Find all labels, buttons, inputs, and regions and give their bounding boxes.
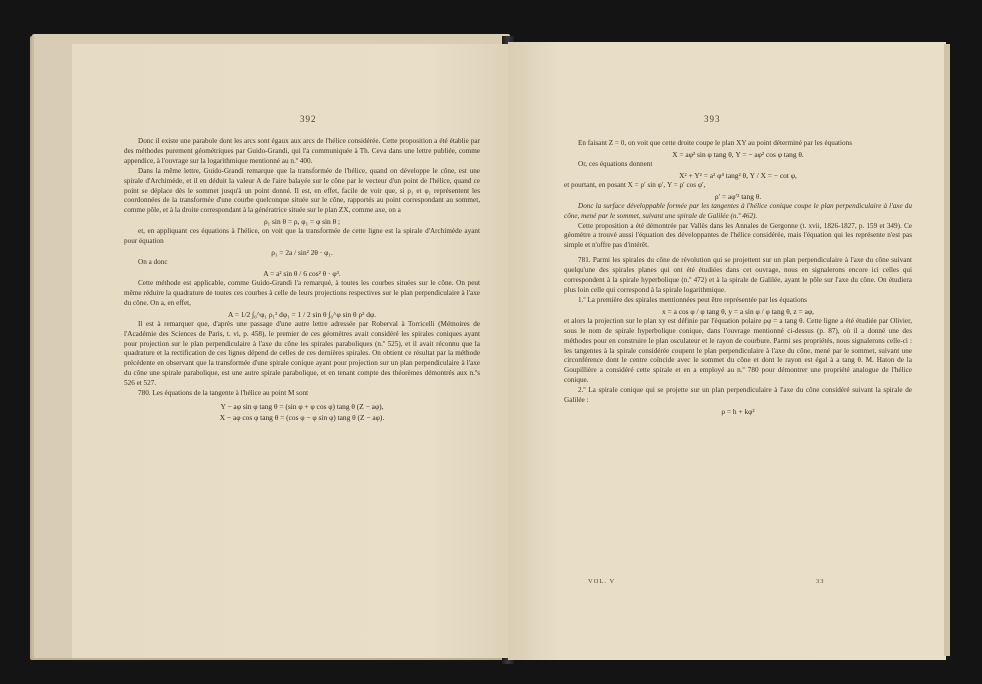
paragraph: Il est à remarquer que, d'après une passage d'une autre lettre adressée par Roberval à Torricelli (Mémoires de l'Académie des Sciences de Paris, t. vi, p. 458), le premier de ces géomètres avait considéré les spirales coniques ayant pour projection sur le plan perpendiculaire à l'axe du cône les spirales paraboliques (n.º 525), et il avait réconnu que la quadrature et la rectification de ces lignes dépend de celles de ces dernières spirales. On obtient ce résultat par la méthode précédente en observant que la transformée d'une spirale conique ayant pour projection sur un plan perpendiculaire à l'axe du cône une spirale parabolique, est une autre spirale parabolique, et en tenant compte des théorèmes démontrés aux n.ºs 526 et 527. — [124, 319, 480, 388]
paragraph: Donc il existe une parabole dont les arcs sont égaux aux arcs de l'hélice considérée. Cette proposition a été établie par des méthodes purement géométriques par Guido-Grandi, qui l'a communiquée à Th. Ceva dans une lettre publiée, comme appendice, à l'ouvrage sur la logarithmique mentionné au n.º 400. — [124, 137, 480, 165]
equation: ρ₁ sin θ = ρ, φ₁ = φ sin θ ; — [263, 217, 341, 227]
equation: ρ₁ = 2a / sin² 2θ · φ₁. — [271, 248, 333, 258]
paragraph: et pourtant, en posant X = ρ′ sin φ′, Y = ρ′ cos φ′, — [564, 180, 706, 189]
paragraph: 780. Les équations de la tangente à l'hélice au point M sont — [138, 389, 309, 398]
equation: ρ = h + kφ² — [721, 406, 755, 416]
equation: X = aφ² sin φ tang θ, Y = − aφ² cos φ tang θ. — [672, 149, 804, 159]
left-page — [72, 44, 510, 658]
equation: x = a cos φ / φ tang θ, y = a sin φ / φ tang θ, z = aφ, — [662, 306, 814, 316]
paragraph: On a donc — [138, 258, 168, 267]
equation: ρ′ = aφ′² tang θ. — [714, 191, 762, 201]
equation: A = a² sin θ / 6 cos² θ · φ³. — [263, 268, 341, 278]
equation: X − aφ cos φ tang θ = (cos φ − φ sin φ) tang θ (Z − aφ). — [219, 412, 385, 422]
page-number-right: 393 — [704, 114, 721, 124]
footer-volume: VOL. V — [588, 578, 616, 585]
equation: X² + Y² = a² φ⁴ tang² θ, Y / X = − cot φ, — [679, 170, 797, 180]
paragraph: Dans la même lettre, Guido-Grandi remarque que la transformée de l'hélice, quand on développe le cône, est une spirale d'Archimède, et il en déduit la valeur A de l'aire balayée sur le cône par le vecteur d'un point de l'hélice, quand ce point se déplace dès le sommet jusqu'à un point donné. Il est, en effet, facile de voir que, si ρ₁ et φ₁ représentent les coordonnées de la transformée d'une courbe quelconque située sur le cône, rapportés au point correspondant au sommet, comme pôle, et à la droite correspondant à la génératrice située sur le plan ZX, comme axe, on a — [124, 166, 480, 215]
equation: Y − aφ sin φ tang θ = (sin φ + φ cos φ) tang θ (Z − aφ), — [220, 401, 384, 411]
right-page-edge — [944, 44, 950, 656]
paragraph: 781. Parmi les spirales du cône de révolution qui se projettent sur un plan perpendiculaire à l'axe du cône suivant quelqu'une des spirales planes qui ont été étudiées dans cet ouvrage, nous en signalerons encore ici celles qui correspondent à la spirale hyperbolique (n.º 472) et à la spirale de Galilée, ayant le pôle sur l'axe du cône. On étudiera plus loin celle qui correspond à la spirale logarithmique. — [564, 256, 912, 294]
paragraph: et, en appliquant ces équations à l'hélice, on voit que la transformée de cette ligne est la spirale d'Archimède ayant pour équation — [124, 227, 480, 246]
paragraph: Donc la surface développable formée par les tangentes à l'hélice conique coupe le plan perpendiculaire à l'axe du cône, mené par le sommet, suivant une spirale de Galilée (n.º 462). — [564, 201, 912, 220]
paragraph: Cette méthode est applicable, comme Guido-Grandi l'a remarqué, à toutes les courbes situées sur le cône. On peut même réduire la quadrature de toutes ces courbes à celle de leurs projections respectives sur le plan perpendiculaire à l'axe du cône. On a, en effet, — [124, 278, 480, 307]
left-page-body — [124, 137, 480, 423]
paragraph: 1.º La première des spirales mentionnées peut être représentée par les équations — [578, 295, 807, 304]
page-number-left: 392 — [300, 114, 317, 124]
paragraph: Or, ces équations donnent — [578, 159, 653, 168]
paragraph: En faisant Z = 0, on voit que cette droite coupe le plan XY au point déterminé par les équations — [578, 139, 853, 147]
equation: A = 1/2 ∫₀^φ₁ ρ₁² dφ₁ = 1 / 2 sin θ ∫₀^φ sin θ ρ² dφ. — [227, 309, 377, 319]
paragraph: 2.º La spirale conique qui se projette sur un plan perpendiculaire à l'axe du cône considéré suivant la spirale de Galilée : — [564, 386, 912, 405]
right-page-body — [564, 139, 912, 417]
paragraph: et alors la projection sur le plan xy est définie par l'équation polaire ρφ = a tang θ. Cette ligne a été étudiée par Olivier, sous le nom de spirale hyperbolique conique, dans l'ouvrage mentionné ci-dessus (p. 87), où il a donné une des méthodes pour en construire le plan osculateur et le rayon de courbure. Parmi ses propriétés, nous signalerons celle-ci : les tangentes à la spirale considérée coupent le plan perpendiculaire à l'axe du cône, mené par le sommet, suivant une circonférence dont le centre coïncide avec le sommet du cône et dont le rayon est égal à a tang θ. M. Haton de la Goupillière a considéré cette spirale et en a employé au n.º 780 pour démontrer une propriété analogue de l'hélice conique. — [564, 316, 912, 385]
paragraph: Cette proposition a été démontrée par Vallès dans les Annales de Gergonne (t. xvii, 1826-1827, p. 159 et 349). Ce géomètre a trouvé aussi l'équation des développantes de l'hélice considérée, mais l'équation qui les représente n'est pas simple et n'offre pas d'intérêt. — [564, 221, 912, 250]
footer-signature: 33 — [816, 578, 825, 585]
right-page — [508, 42, 946, 660]
